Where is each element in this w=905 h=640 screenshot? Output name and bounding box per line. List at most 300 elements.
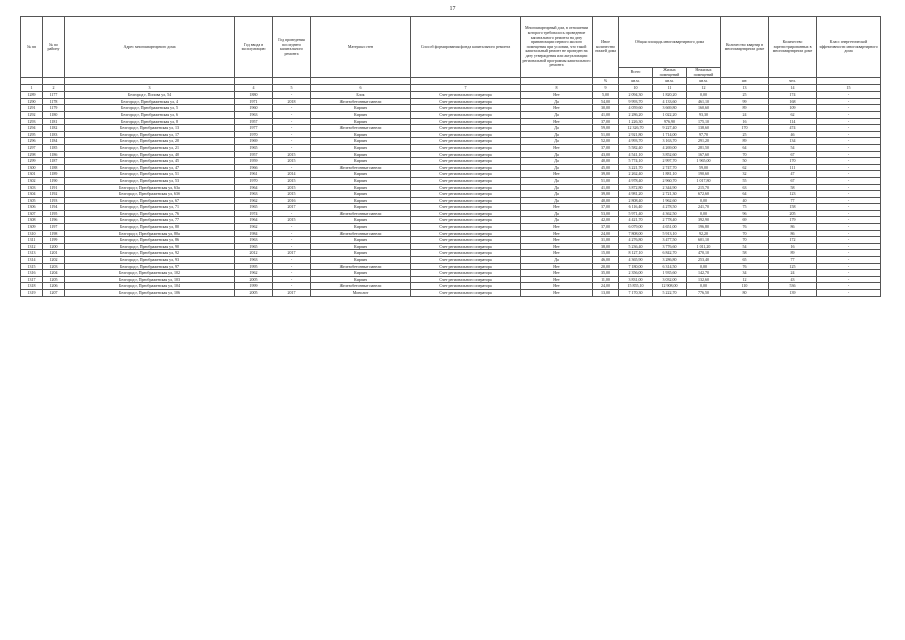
cell-residents: 114 [769,118,817,125]
cell-residents: 47 [769,171,817,178]
cell-energy: - [817,250,881,257]
cell-no-district: 1203 [43,263,65,270]
cell-area-living: 5 222,70 [653,290,687,297]
cell-residents: 54 [769,144,817,151]
cell-walls: Кирпич [311,243,411,250]
cell-address: Белгород г, Преображенская ул, 93 [65,257,235,264]
cell-floors: 37,00 [593,224,619,231]
cell-no: 1312 [21,243,43,250]
cell-apartments: 99 [721,98,769,105]
cell-recognized: Нет [521,276,593,283]
table-body [21,92,881,296]
cell-floors: 39,00 [593,191,619,198]
cell-area-living: 1 935,60 [653,270,687,277]
cell-area-total: 8 127,10 [619,250,653,257]
cell-floors: 37,00 [593,118,619,125]
cell-year-built: 1963 [235,257,273,264]
cell-area-total: 3 221,70 [619,164,653,171]
cell-no: 1318 [21,283,43,290]
header-area-nonliving: Нежилых помещений [687,68,721,78]
cell-year-built: 1964 [235,184,273,191]
cell-walls: Кирпич [311,131,411,138]
cell-year-repair: - [273,118,311,125]
cell-area-total: 4 276,80 [619,237,653,244]
table-row [21,276,881,283]
cell-energy: - [817,210,881,217]
cell-address: Белгород г, Преображенская ул, 90 [65,243,235,250]
column-index: 10 [619,85,653,92]
cell-area-living: 4 269,00 [653,144,687,151]
column-index: 15 [817,85,881,92]
cell-floors: 35,00 [593,270,619,277]
cell-address: Белгород г, Преображенская ул, 92 [65,250,235,257]
cell-no-district: 1195 [43,210,65,217]
table-row [21,131,881,138]
cell-area-living: 3 286,80 [653,257,687,264]
table-row [21,217,881,224]
cell-recognized: Да [521,191,593,198]
header-recognized: Многоквартирный дом, в отношении которого требовалось проведение капитального ремонта на дату приватизации первого жилого помещения при условии, что такой капитальный ремонт не проведен на дату утверждения или актуализации региональной программы капитального ремонта [521,17,593,78]
cell-area-living: 1 022,20 [653,111,687,118]
cell-area-nonliving: 1 017,80 [687,177,721,184]
housing-register-table [20,16,881,297]
cell-fund-method: Счет регионального оператора [411,111,521,118]
cell-year-built: 1965 [235,204,273,211]
cell-no-district: 1191 [43,184,65,191]
cell-no: 1291 [21,105,43,112]
cell-fund-method: Счет регионального оператора [411,230,521,237]
cell-energy: - [817,98,881,105]
cell-area-nonliving: 92,20 [687,230,721,237]
cell-address: Белгород г, Преображенская ул, 6 [65,111,235,118]
cell-floors: 39,00 [593,171,619,178]
cell-no: 1315 [21,263,43,270]
cell-floors: 41,00 [593,111,619,118]
cell-walls: Железобетонные панели [311,230,411,237]
cell-year-repair: - [273,224,311,231]
cell-recognized: Нет [521,250,593,257]
cell-year-built: 1964 [235,217,273,224]
cell-address: Белгород г, Преображенская ул, 80а [65,230,235,237]
table-row [21,283,881,290]
cell-year-repair: 2017 [273,250,311,257]
column-index: 12 [687,85,721,92]
cell-residents: 67 [769,151,817,158]
cell-area-living: 4 651,00 [653,224,687,231]
cell-floors: 38,00 [593,243,619,250]
cell-fund-method: Счет регионального оператора [411,92,521,99]
cell-floors: 54,00 [593,98,619,105]
cell-year-built: 1961 [235,171,273,178]
cell-fund-method: Счет регионального оператора [411,257,521,264]
cell-year-repair: 2017 [273,290,311,297]
cell-fund-method: Счет регионального оператора [411,118,521,125]
cell-year-built: 1995 [235,263,273,270]
cell-apartments: 55 [721,177,769,184]
cell-floors: 15,00 [593,250,619,257]
header-no: № пп [21,17,43,78]
cell-floors: 43,00 [593,151,619,158]
cell-walls: Кирпич [311,177,411,184]
cell-no: 1316 [21,270,43,277]
cell-apartments: 89 [721,138,769,145]
table-row [21,171,881,178]
column-index: 5 [273,85,311,92]
table-row [21,224,881,231]
table-row [21,151,881,158]
cell-no: 1295 [21,131,43,138]
table-row [21,204,881,211]
cell-fund-method: Счет регионального оператора [411,243,521,250]
cell-residents: 77 [769,197,817,204]
cell-area-nonliving: 0,00 [687,263,721,270]
header-area-group: Общая площадь многоквартирного дома [619,17,721,68]
cell-residents: 168 [769,98,817,105]
cell-year-built: 1970 [235,177,273,184]
cell-year-repair: 2015 [273,184,311,191]
unit-pct: % [593,78,619,85]
cell-area-nonliving: 1 965,00 [687,158,721,165]
cell-no-district: 1178 [43,98,65,105]
column-index-row [21,85,881,92]
cell-area-living: 6 314,50 [653,263,687,270]
table-row [21,237,881,244]
cell-recognized: Нет [521,243,593,250]
cell-year-repair: - [273,243,311,250]
cell-walls: Кирпич [311,276,411,283]
cell-area-living: 976,90 [653,118,687,125]
cell-no-district: 1184 [43,138,65,145]
cell-area-nonliving: 142,70 [687,270,721,277]
cell-year-built: 1970 [235,131,273,138]
cell-recognized: Да [521,98,593,105]
cell-no-district: 1205 [43,276,65,283]
cell-walls: Кирпич [311,171,411,178]
cell-area-living: 3 776,60 [653,243,687,250]
cell-walls: Кирпич [311,191,411,198]
cell-floors: 40,00 [593,158,619,165]
cell-residents: 24 [769,270,817,277]
cell-no-district: 1204 [43,270,65,277]
cell-no: 1290 [21,98,43,105]
cell-walls: Кирпич [311,118,411,125]
table-row [21,290,881,297]
header-fund-method: Способ формирования фонда капитального ремонта [411,17,521,78]
cell-year-repair: - [273,270,311,277]
cell-fund-method: Счет регионального оператора [411,276,521,283]
cell-no-district: 1189 [43,171,65,178]
cell-no: 1306 [21,204,43,211]
cell-year-repair: - [273,125,311,132]
cell-energy: - [817,111,881,118]
cell-address: Белгород г, Попова ул, 54 [65,92,235,99]
cell-no: 1304 [21,191,43,198]
cell-no-district: 1187 [43,158,65,165]
cell-address: Белгород г, Преображенская ул, 8 [65,118,235,125]
cell-apartments: 80 [721,290,769,297]
cell-area-living: 2 747,70 [653,164,687,171]
header-energy: Класс энергетической эффективности многоквартирного дома [817,17,881,78]
cell-year-built: 1880 [235,92,273,99]
cell-energy: - [817,184,881,191]
cell-fund-method: Счет регионального оператора [411,191,521,198]
cell-year-built: 1962 [235,197,273,204]
cell-recognized: Да [521,257,593,264]
cell-no-district: 1202 [43,257,65,264]
cell-fund-method: Счет регионального оператора [411,210,521,217]
cell-address: Белгород г, Преображенская ул, 5 [65,105,235,112]
cell-floors: 5,00 [593,92,619,99]
cell-energy: - [817,263,881,270]
cell-no: 1317 [21,276,43,283]
column-index: 7 [411,85,521,92]
cell-area-living: 3 477,50 [653,237,687,244]
cell-no-district: 1199 [43,237,65,244]
cell-year-repair: 2016 [273,197,311,204]
cell-area-total: 9 993,70 [619,98,653,105]
cell-year-repair: 2015 [273,158,311,165]
cell-recognized: Нет [521,263,593,270]
column-index: 3 [65,85,235,92]
cell-residents: 158 [769,204,817,211]
cell-energy: - [817,131,881,138]
header-residents: Количество зарегистрированных в многоквартирном доме [769,17,817,78]
cell-fund-method: Счет регионального оператора [411,177,521,184]
cell-no: 1293 [21,118,43,125]
cell-apartments: 64 [721,191,769,198]
column-index: 6 [311,85,411,92]
page-number: 17 [449,6,456,12]
cell-fund-method: Счет регионального оператора [411,158,521,165]
cell-area-living: 5 913,10 [653,230,687,237]
cell-area-total: 7 170,30 [619,290,653,297]
cell-energy: - [817,276,881,283]
cell-no: 1297 [21,144,43,151]
cell-year-repair: - [273,138,311,145]
table-row [21,105,881,112]
table-row [21,144,881,151]
cell-recognized: Нет [521,118,593,125]
cell-apartments: 70 [721,230,769,237]
cell-recognized: Нет [521,105,593,112]
cell-energy: - [817,171,881,178]
cell-recognized: Да [521,177,593,184]
cell-residents: 43 [769,276,817,283]
cell-no-district: 1192 [43,191,65,198]
cell-residents: 474 [769,125,817,132]
table-row [21,118,881,125]
cell-year-built: 1962 [235,270,273,277]
cell-address: Белгород г, Преображенская ул, 71 [65,204,235,211]
table-row [21,158,881,165]
cell-fund-method: Счет регионального оператора [411,237,521,244]
cell-floors: 24,00 [593,230,619,237]
cell-year-repair: - [273,105,311,112]
cell-apartments: 34 [721,270,769,277]
cell-no-district: 1179 [43,105,65,112]
unit-sqm-living: кв.м. [653,78,687,85]
header-area-total: Всего [619,68,653,78]
cell-recognized: Да [521,197,593,204]
cell-walls: Железобетонные панели [311,283,411,290]
cell-year-built: 2005 [235,276,273,283]
cell-floors: 51,00 [593,131,619,138]
cell-fund-method: Счет регионального оператора [411,204,521,211]
cell-area-nonliving: 776,50 [687,290,721,297]
cell-year-repair: 2015 [273,217,311,224]
cell-area-total: 5 971,40 [619,210,653,217]
cell-area-total: 2 808,40 [619,197,653,204]
cell-area-nonliving: 281,50 [687,144,721,151]
header-address: Адрес многоквартирного дома [65,17,235,78]
header-walls: Материал стен [311,17,411,78]
cell-energy: - [817,125,881,132]
cell-area-nonliving: 138,60 [687,125,721,132]
cell-no: 1303 [21,184,43,191]
cell-year-repair: 2015 [273,177,311,184]
cell-area-total: 5 582,40 [619,144,653,151]
cell-no: 1299 [21,158,43,165]
cell-no: 1302 [21,177,43,184]
cell-residents: 86 [769,224,817,231]
cell-walls: Кирпич [311,237,411,244]
cell-address: Белгород г, Преображенская ул, 53 [65,177,235,184]
cell-year-built: 1999 [235,283,273,290]
cell-walls: Железобетонные панели [311,125,411,132]
cell-year-repair: - [273,144,311,151]
cell-year-repair: - [273,131,311,138]
cell-no: 1319 [21,290,43,297]
cell-residents: 109 [769,105,817,112]
cell-residents: 58 [769,184,817,191]
cell-walls: Кирпич [311,250,411,257]
header-no-district: № по району [43,17,65,78]
column-index: 11 [653,85,687,92]
cell-no-district: 1188 [43,164,65,171]
cell-area-nonliving: 291,20 [687,138,721,145]
cell-area-total: 4 981,20 [619,191,653,198]
cell-energy: - [817,243,881,250]
cell-recognized: Да [521,217,593,224]
cell-floors: 51,00 [593,177,619,184]
cell-area-total: 2 262,40 [619,171,653,178]
cell-recognized: Да [521,151,593,158]
cell-address: Белгород г, Преображенская ул, 20 [65,138,235,145]
cell-year-repair: - [273,283,311,290]
column-index: 13 [721,85,769,92]
cell-area-total: 4 421,70 [619,217,653,224]
cell-residents: 62 [769,111,817,118]
table-row [21,263,881,270]
cell-no-district: 1196 [43,217,65,224]
cell-apartments: 32 [721,171,769,178]
cell-residents: 536 [769,283,817,290]
cell-area-total: 4 541,10 [619,151,653,158]
cell-year-built: 2012 [235,250,273,257]
cell-area-total: 4 978,40 [619,177,653,184]
cell-year-repair: - [273,210,311,217]
cell-apartments: 50 [721,158,769,165]
cell-year-repair: - [273,263,311,270]
cell-fund-method: Счет регионального оператора [411,283,521,290]
cell-area-nonliving: 672,60 [687,191,721,198]
cell-no: 1314 [21,257,43,264]
cell-fund-method: Счет регионального оператора [411,105,521,112]
cell-floors: 37,00 [593,144,619,151]
cell-energy: - [817,257,881,264]
cell-energy: - [817,191,881,198]
cell-apartments: 64 [721,144,769,151]
cell-fund-method: Счет регионального оператора [411,164,521,171]
cell-residents: 125 [769,263,817,270]
cell-address: Белгород г, Преображенская ул, 103 [65,276,235,283]
cell-area-total: 6 116,40 [619,204,653,211]
cell-address: Белгород г, Преображенская ул, 45 [65,158,235,165]
table-row [21,125,881,132]
cell-floors: 46,00 [593,257,619,264]
cell-residents: 170 [769,158,817,165]
cell-area-living: 6 842,70 [653,250,687,257]
cell-no: 1296 [21,138,43,145]
cell-area-total: 3 831,00 [619,276,653,283]
cell-floors: 37,00 [593,204,619,211]
cell-year-built: 1960 [235,105,273,112]
cell-residents: 111 [769,164,817,171]
cell-walls: Кирпич [311,197,411,204]
cell-apartments: 89 [721,105,769,112]
cell-no-district: 1180 [43,111,65,118]
cell-residents: 134 [769,138,817,145]
cell-address: Белгород г, Преображенская ул, 47 [65,164,235,171]
cell-floors: 30,00 [593,105,619,112]
cell-area-nonliving: 190,60 [687,171,721,178]
cell-walls: Блок [311,92,411,99]
cell-area-living: 2 778,40 [653,217,687,224]
cell-year-repair: - [273,230,311,237]
cell-year-built: 1957 [235,118,273,125]
cell-fund-method: Счет регионального оператора [411,138,521,145]
cell-area-nonliving: 470,10 [687,250,721,257]
cell-fund-method: Счет регионального оператора [411,224,521,231]
cell-fund-method: Счет регионального оператора [411,171,521,178]
table-row [21,98,881,105]
table-row [21,243,881,250]
cell-apartments: 62 [721,164,769,171]
cell-area-total: 4 365,90 [619,257,653,264]
cell-area-total: 3 872,80 [619,184,653,191]
cell-year-built: 1974 [235,210,273,217]
header-year-built: Год ввода в эксплуатацию [235,17,273,78]
cell-year-repair: 2014 [273,171,311,178]
cell-residents: 179 [769,217,817,224]
cell-year-built: 1963 [235,191,273,198]
cell-area-total: 4 059,60 [619,105,653,112]
cell-year-built: 1962 [235,224,273,231]
cell-residents: 86 [769,230,817,237]
cell-address: Белгород г, Преображенская ул, 86 [65,237,235,244]
cell-no-district: 1182 [43,125,65,132]
cell-recognized: Нет [521,144,593,151]
cell-energy: - [817,144,881,151]
cell-no-district: 1194 [43,204,65,211]
cell-address: Белгород г, Преображенская ул, 80 [65,224,235,231]
cell-year-built: 1966 [235,164,273,171]
cell-residents: 172 [769,237,817,244]
cell-area-living: 3 163,70 [653,138,687,145]
cell-area-nonliving: 0,00 [687,210,721,217]
cell-walls: Кирпич [311,204,411,211]
cell-year-built: 2005 [235,290,273,297]
